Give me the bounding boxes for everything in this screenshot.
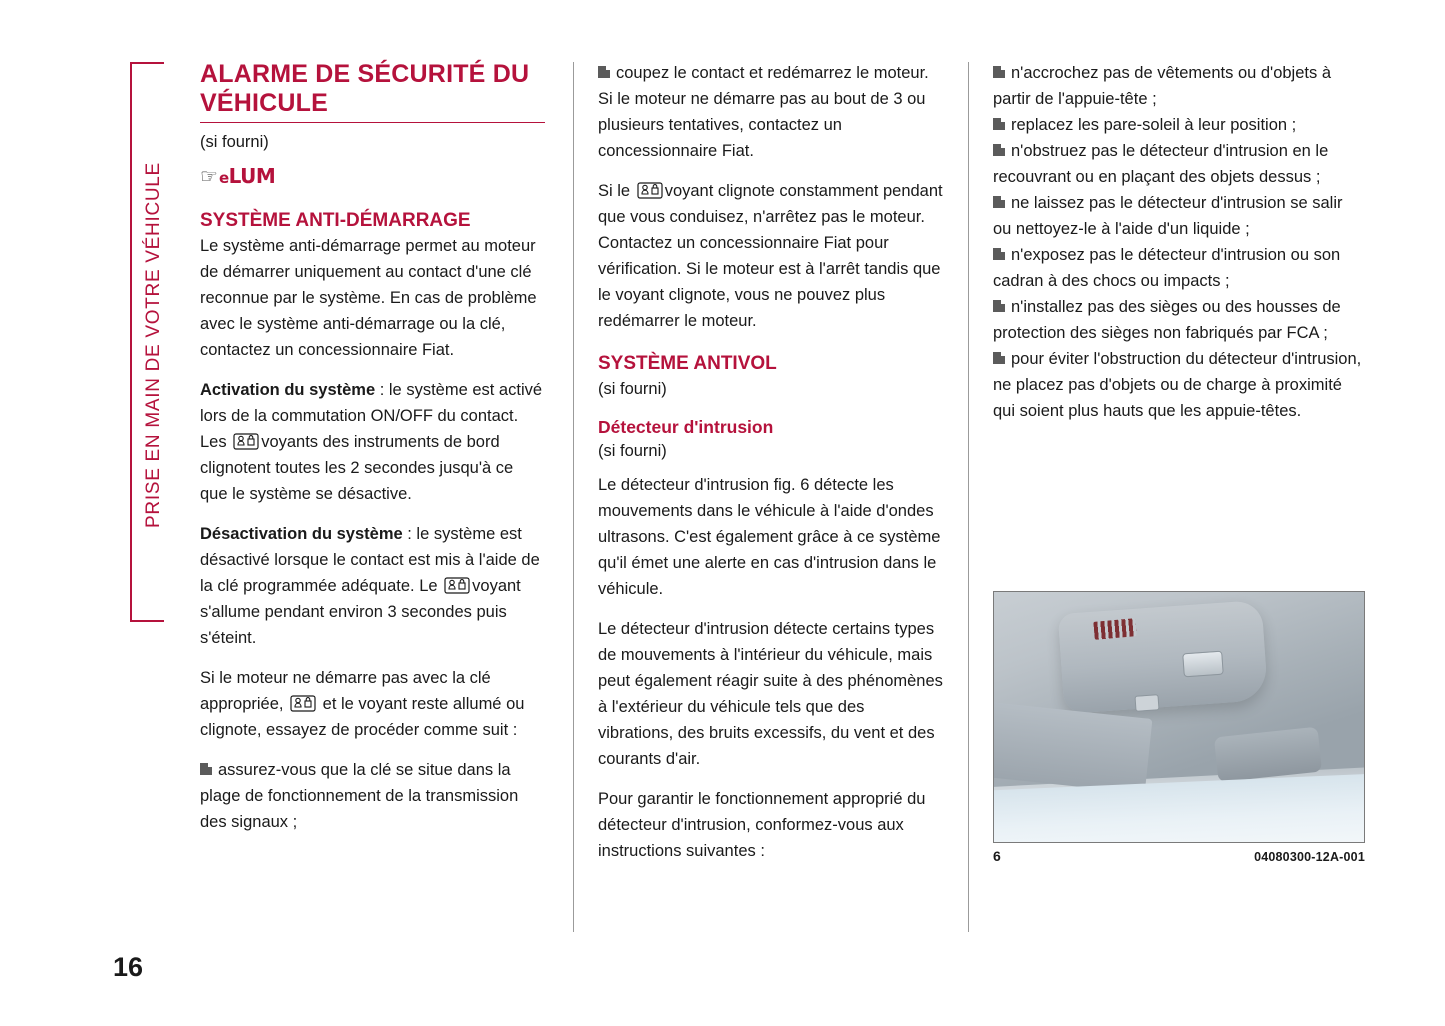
paragraph-desactivation — [200, 521, 545, 651]
immobilizer-key-icon — [233, 432, 259, 451]
list-item-text: ne laissez pas le détecteur d'intrusion se salir ou nettoyez-le à l'aide d'un liquide ; — [993, 194, 1343, 238]
column-3 — [993, 60, 1365, 424]
blinking-text-b: voyant clignote constamment pendant que vous conduisez, n'arrêtez pas le moteur. Contactez un concessionnaire Fiat pour vérification. Si le moteur est à l'arrêt tandis que le voyant clignote, vous ne pouvez plus redémarrer le moteur. — [598, 182, 943, 330]
no-start-text-a: Si le moteur ne démarre pas avec la clé appropriée, — [200, 669, 491, 713]
no-start-text-b: et le voyant reste allumé ou clignote, essayez de procéder comme suit : — [200, 695, 525, 739]
figure-number: 6 — [993, 848, 1001, 864]
list-item — [993, 190, 1365, 242]
list-item — [993, 138, 1365, 190]
section-heading-anti-demarrage: SYSTÈME ANTI-DÉMARRAGE — [200, 210, 471, 231]
immobilizer-key-icon — [637, 181, 663, 200]
list-item — [993, 60, 1365, 112]
square-bullet-icon — [993, 196, 1005, 208]
square-bullet-icon — [993, 144, 1005, 156]
immobilizer-key-icon — [444, 576, 470, 595]
immobilizer-key-icon — [290, 694, 316, 713]
figure-rearview-mirror — [1214, 727, 1322, 783]
list-item-text: coupez le contact et redémarrez le moteur. Si le moteur ne démarre pas au bout de 3 ou plusieurs tentatives, contactez un concessionnaire Fiat. — [598, 64, 929, 160]
figure-code: 04080300-12A-001 — [1254, 850, 1365, 864]
activation-text-b: voyants des instruments de bord clignotent toutes les 2 secondes jusqu'à ce que le système se désactive. — [200, 433, 514, 503]
column-divider-2 — [968, 62, 969, 932]
title-subtitle: (si fourni) — [200, 133, 269, 151]
blinking-text-a: Si le — [598, 182, 635, 200]
desactivation-lead: Désactivation du système — [200, 525, 403, 543]
paragraph-anti-demarrage-intro: Le système anti-démarrage permet au moteur de démarrer uniquement au contact d'une clé reconnue par le système. En cas de problème avec le système anti-démarrage ou la clé, contactez un concessionnaire Fiat. — [200, 237, 537, 359]
paragraph-detecteur-2: Le détecteur d'intrusion détecte certains types de mouvements à l'intérieur du véhicule, mais peut également réagir suite à des phénomènes à l'extérieur du véhicule tels que des vibrations, des bruits excessifs, du vent et des courants d'air. — [598, 620, 943, 768]
list-item-text: assurez-vous que la clé se situe dans la plage de fonctionnement de la transmission des signaux ; — [200, 761, 519, 831]
figure-console-button — [1134, 694, 1159, 712]
paragraph-blinking-light — [598, 178, 943, 334]
list-item — [200, 757, 545, 835]
list-item-text: pour éviter l'obstruction du détecteur d'intrusion, ne placez pas d'objets ou de charge à proximité qui soient plus hauts que les appuie-têtes. — [993, 350, 1362, 420]
square-bullet-icon — [598, 66, 610, 78]
chapter-side-tab — [130, 62, 164, 622]
elum-logo — [200, 163, 545, 191]
column-2 — [598, 60, 943, 878]
paragraph-detecteur-1: Le détecteur d'intrusion fig. 6 détecte les mouvements dans le véhicule à l'aide d'ondes ultrasons. C'est également grâce à ce système qu'il émet une alerte en cas d'intrusion dans le véhicule. — [598, 476, 941, 598]
paragraph-activation — [200, 377, 545, 507]
figure-interior-roof-console — [993, 591, 1365, 843]
paragraph-detecteur-3: Pour garantir le fonctionnement approprié du détecteur d'intrusion, conformez-vous aux instructions suivantes : — [598, 790, 926, 860]
list-item-text: n'obstruez pas le détecteur d'intrusion en le recouvrant ou en plaçant des objets dessus ; — [993, 142, 1329, 186]
section-heading-antivol: SYSTÈME ANTIVOL — [598, 353, 777, 374]
page-title: ALARME DE SÉCURITÉ DU VÉHICULE — [200, 60, 530, 117]
list-item — [993, 242, 1365, 294]
figure-sensor-panel — [1182, 651, 1224, 678]
list-item — [598, 60, 943, 164]
detecteur-subtitle: (si fourni) — [598, 442, 667, 460]
page-number: 16 — [113, 952, 144, 982]
paragraph-no-start — [200, 665, 545, 743]
antivol-subtitle: (si fourni) — [598, 380, 667, 398]
list-item — [993, 294, 1365, 346]
figure-overhead-console — [1057, 600, 1267, 714]
square-bullet-icon — [993, 248, 1005, 260]
elum-logo-text: eLUM — [218, 164, 276, 188]
square-bullet-icon — [993, 300, 1005, 312]
subheading-detecteur-intrusion: Détecteur d'intrusion — [598, 417, 774, 437]
activation-lead: Activation du système — [200, 381, 376, 399]
square-bullet-icon — [993, 352, 1005, 364]
figure-intrusion-sensor-grille — [1093, 618, 1136, 640]
column-divider-1 — [573, 62, 574, 932]
list-item-text: n'accrochez pas de vêtements ou d'objets à partir de l'appuie-tête ; — [993, 64, 1331, 108]
desactivation-text-b: voyant s'allume pendant environ 3 secondes puis s'éteint. — [200, 577, 521, 647]
square-bullet-icon — [993, 66, 1005, 78]
square-bullet-icon — [200, 763, 212, 775]
list-item-text: n'exposez pas le détecteur d'intrusion ou son cadran à des chocs ou impacts ; — [993, 246, 1341, 290]
desactivation-text-a: : le système est désactivé lorsque le contact est mis à l'aide de la clé programmée adéquate. Le — [200, 525, 540, 595]
title-underline — [200, 122, 545, 123]
figure-caption — [993, 848, 1365, 864]
list-item-text: replacez les pare-soleil à leur position ; — [1011, 116, 1297, 134]
pointing-hand-icon: ☞ — [200, 166, 218, 188]
list-item-text: n'installez pas des sièges ou des housses de protection des sièges non fabriqués par FCA ; — [993, 298, 1341, 342]
list-item — [993, 346, 1365, 424]
list-item — [993, 112, 1365, 138]
square-bullet-icon — [993, 118, 1005, 130]
activation-text-a: : le système est activé lors de la commutation ON/OFF du contact. Les — [200, 381, 543, 451]
column-1 — [200, 60, 545, 835]
chapter-side-tab-label: PRISE EN MAIN DE VOTRE VÉHICULE — [143, 162, 164, 528]
